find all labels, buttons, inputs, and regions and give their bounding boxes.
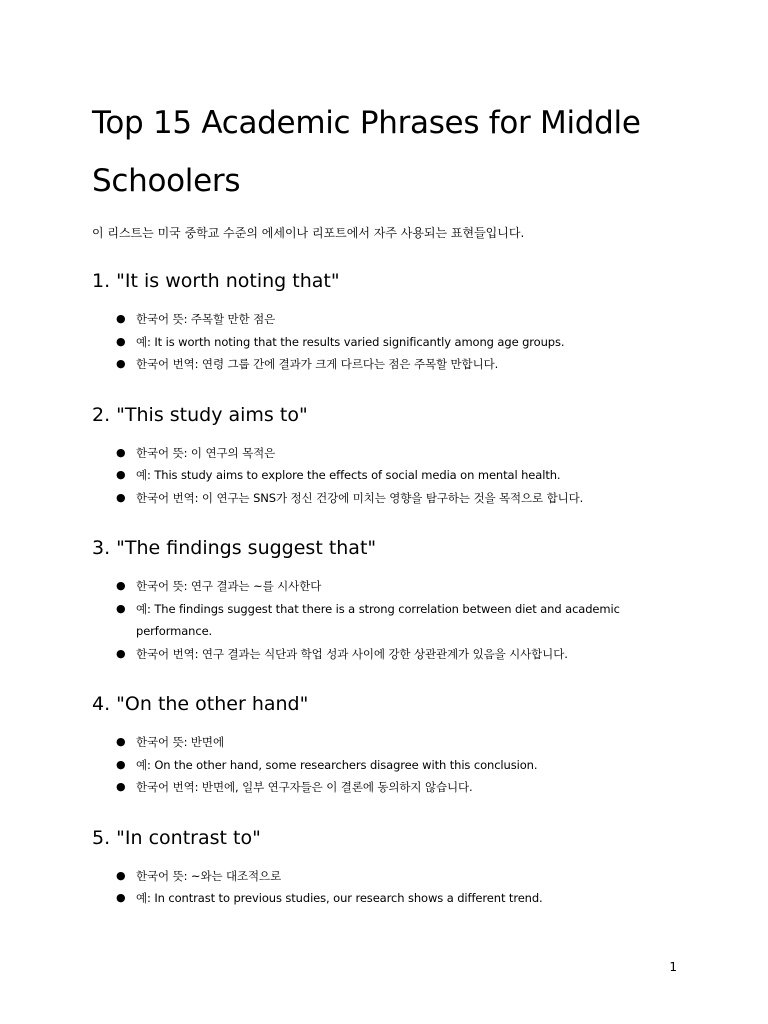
bullet-icon: ●: [116, 468, 126, 481]
translation-text: 한국어 번역: 연령 그룹 간에 결과가 크게 다르다는 점은 주목할 만합니다.: [136, 357, 499, 371]
bullet-icon: ●: [116, 891, 126, 904]
bullet-list: [92, 865, 676, 910]
example-text: 예: In contrast to previous studies, our research shows a different trend.: [136, 891, 543, 905]
translation-text: 한국어 번역: 연구 결과는 식단과 학업 성과 사이에 강한 상관관계가 있음을 시사합니다.: [136, 646, 568, 661]
example-text: 예: It is worth noting that the results varied significantly among age groups.: [136, 334, 565, 349]
phrase-section: [92, 535, 676, 665]
bullet-icon: ●: [116, 490, 126, 504]
bullet-icon: ●: [116, 579, 126, 592]
document-title: Top 15 Academic Phrases for Middle Schoolers: [92, 105, 641, 199]
page-number: 1: [669, 960, 677, 974]
meaning-text: 한국어 뜻: ~와는 대조적으로: [136, 868, 282, 883]
example-text: 예: On the other hand, some researchers disagree with this conclusion.: [136, 757, 538, 772]
bullet-icon: ●: [116, 357, 126, 370]
bullet-icon: ●: [116, 757, 126, 771]
bullet-icon: ●: [116, 601, 126, 615]
phrase-section: [92, 825, 676, 910]
list-item: [116, 464, 676, 487]
translation-text: 한국어 번역: 반면에, 일부 연구자들은 이 결론에 동의하지 않습니다.: [136, 780, 473, 794]
meaning-text: 한국어 뜻: 연구 결과는 ~를 시사한다: [136, 579, 322, 593]
phrase-section: [92, 268, 676, 376]
list-item: [116, 754, 676, 777]
list-item: [116, 487, 676, 510]
list-item: [116, 308, 676, 331]
meaning-text: 한국어 뜻: 이 연구의 목적은: [136, 445, 276, 460]
phrase-section: [92, 691, 676, 799]
example-text: 예: This study aims to explore the effects of social media on mental health.: [136, 468, 561, 482]
phrase-section: [92, 402, 676, 510]
bullet-icon: ●: [116, 445, 126, 459]
bullet-icon: ●: [116, 312, 126, 325]
list-item: [116, 643, 676, 666]
section-heading: 4. "On the other hand": [92, 693, 309, 715]
bullet-icon: ●: [116, 646, 126, 660]
section-heading: 3. "The findings suggest that": [92, 537, 377, 559]
list-item: [116, 442, 676, 465]
meaning-text: 한국어 뜻: 반면에: [136, 735, 224, 749]
list-item: [116, 353, 676, 376]
meaning-text: 한국어 뜻: 주목할 만한 점은: [136, 312, 276, 326]
list-item: [116, 575, 676, 598]
bullet-list: [92, 308, 676, 376]
bullet-list: [92, 442, 676, 510]
bullet-icon: ●: [116, 868, 126, 882]
example-text: 예: The findings suggest that there is a strong correlation between diet and academic performance.: [136, 601, 620, 638]
bullet-icon: ●: [116, 735, 126, 748]
list-item: [116, 865, 676, 888]
list-item: [116, 331, 676, 354]
list-item: [116, 598, 676, 643]
bullet-icon: ●: [116, 334, 126, 348]
bullet-list: [92, 731, 676, 799]
bullet-list: [92, 575, 676, 665]
section-heading: 1. "It is worth noting that": [92, 270, 340, 292]
list-item: [116, 776, 676, 799]
section-heading: 2. "This study aims to": [92, 403, 308, 426]
bullet-icon: ●: [116, 780, 126, 793]
intro-paragraph: 이 리스트는 미국 중학교 수준의 에세이나 리포트에서 자주 사용되는 표현들입니다.: [92, 226, 525, 240]
list-item: [116, 731, 676, 754]
section-heading: 5. "In contrast to": [92, 826, 261, 849]
translation-text: 한국어 번역: 이 연구는 SNS가 정신 건강에 미치는 영향을 탐구하는 것을 목적으로 합니다.: [136, 490, 584, 505]
list-item: [116, 887, 676, 910]
